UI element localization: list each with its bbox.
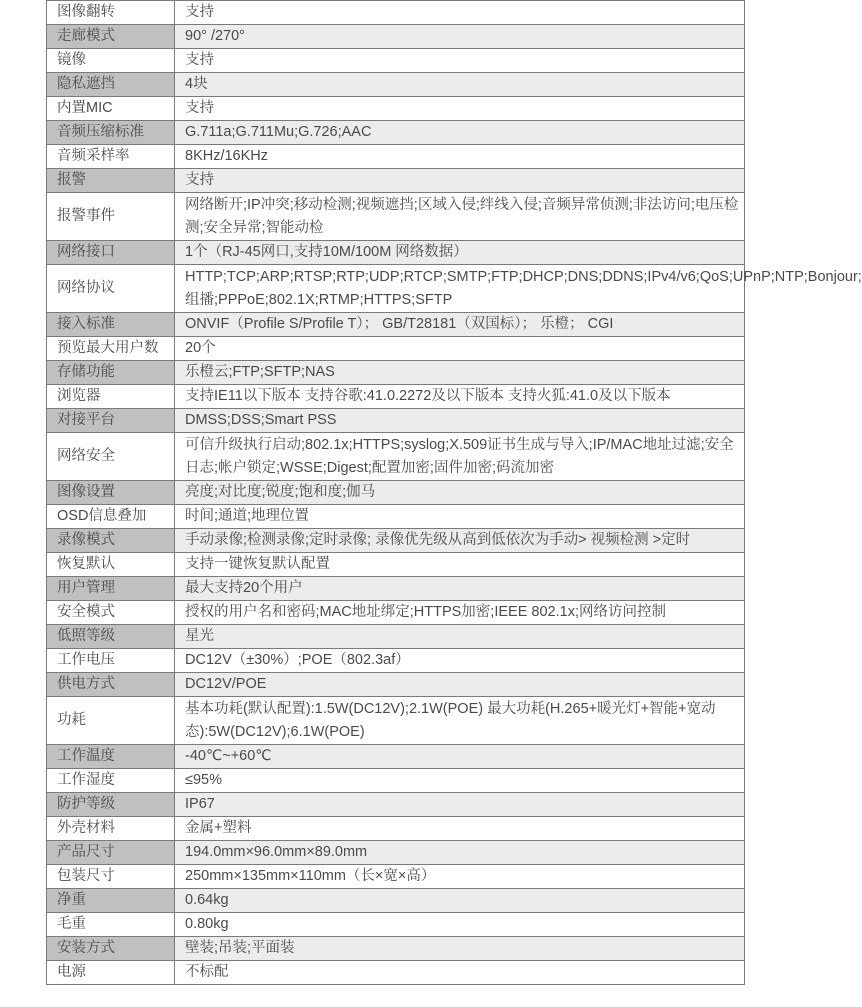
spec-value: 最大支持20个用户 bbox=[175, 577, 745, 601]
spec-value: 时间;通道;地理位置 bbox=[175, 505, 745, 529]
spec-row bbox=[47, 385, 745, 409]
spec-value: 网络断开;IP冲突;移动检测;视频遮挡;区域入侵;绊线入侵;音频异常侦测;非法访问;电压检测;安全异常;智能动检 bbox=[175, 193, 745, 241]
spec-row bbox=[47, 481, 745, 505]
spec-label: 供电方式 bbox=[47, 673, 175, 697]
spec-value: 支持IE11以下版本 支持谷歌:41.0.2272及以下版本 支持火狐:41.0及以下版本 bbox=[175, 385, 745, 409]
spec-label: 报警事件 bbox=[47, 193, 175, 241]
spec-label: 工作电压 bbox=[47, 649, 175, 673]
spec-label: 内置MIC bbox=[47, 97, 175, 121]
spec-row bbox=[47, 865, 745, 889]
spec-value: 亮度;对比度;锐度;饱和度;伽马 bbox=[175, 481, 745, 505]
spec-label: 安装方式 bbox=[47, 937, 175, 961]
spec-label: 毛重 bbox=[47, 913, 175, 937]
spec-row bbox=[47, 529, 745, 553]
spec-label: 安全模式 bbox=[47, 601, 175, 625]
spec-row bbox=[47, 337, 745, 361]
spec-row bbox=[47, 25, 745, 49]
spec-label: 低照等级 bbox=[47, 625, 175, 649]
spec-row bbox=[47, 145, 745, 169]
spec-value: 250mm×135mm×110mm（长×宽×高） bbox=[175, 865, 745, 889]
spec-row bbox=[47, 313, 745, 337]
spec-row bbox=[47, 433, 745, 481]
spec-row bbox=[47, 673, 745, 697]
spec-value: 支持 bbox=[175, 169, 745, 193]
spec-row bbox=[47, 817, 745, 841]
spec-row bbox=[47, 841, 745, 865]
spec-label: 用户管理 bbox=[47, 577, 175, 601]
spec-value: G.711a;G.711Mu;G.726;AAC bbox=[175, 121, 745, 145]
spec-label: 报警 bbox=[47, 169, 175, 193]
spec-row bbox=[47, 961, 745, 985]
spec-value: DC12V（±30%）;POE（802.3af） bbox=[175, 649, 745, 673]
spec-label: 浏览器 bbox=[47, 385, 175, 409]
spec-label: 录像模式 bbox=[47, 529, 175, 553]
spec-value: 基本功耗(默认配置):1.5W(DC12V);2.1W(POE) 最大功耗(H.265+暖光灯+智能+宽动态):5W(DC12V);6.1W(POE) bbox=[175, 697, 745, 745]
spec-label: 音频采样率 bbox=[47, 145, 175, 169]
spec-value: 乐橙云;FTP;SFTP;NAS bbox=[175, 361, 745, 385]
spec-label: 恢复默认 bbox=[47, 553, 175, 577]
spec-value: HTTP;TCP;ARP;RTSP;RTP;UDP;RTCP;SMTP;FTP;DHCP;DNS;DDNS;IPv4/v6;QoS;UPnP;NTP;Bonjour;组播;PPPoE;802.1X;RTMP;HTTPS;SFTP bbox=[175, 265, 745, 313]
spec-value: 不标配 bbox=[175, 961, 745, 985]
spec-table bbox=[46, 0, 862, 985]
spec-row bbox=[47, 121, 745, 145]
spec-row bbox=[47, 97, 745, 121]
spec-row bbox=[47, 625, 745, 649]
spec-value: 194.0mm×96.0mm×89.0mm bbox=[175, 841, 745, 865]
spec-row bbox=[47, 409, 745, 433]
spec-value: 20个 bbox=[175, 337, 745, 361]
spec-label: 图像翻转 bbox=[47, 1, 175, 25]
spec-value: ONVIF（Profile S/Profile T）； GB/T28181（双国标）； 乐橙； CGI bbox=[175, 313, 745, 337]
spec-label: 图像设置 bbox=[47, 481, 175, 505]
spec-value: DMSS;DSS;Smart PSS bbox=[175, 409, 745, 433]
spec-label: 功耗 bbox=[47, 697, 175, 745]
spec-table-body bbox=[47, 1, 862, 985]
spec-value: IP67 bbox=[175, 793, 745, 817]
spec-row bbox=[47, 937, 745, 961]
spec-label: 包装尺寸 bbox=[47, 865, 175, 889]
spec-label: 走廊模式 bbox=[47, 25, 175, 49]
spec-label: 防护等级 bbox=[47, 793, 175, 817]
spec-row bbox=[47, 889, 745, 913]
spec-label: 产品尺寸 bbox=[47, 841, 175, 865]
spec-value: 支持 bbox=[175, 1, 745, 25]
spec-row bbox=[47, 73, 745, 97]
spec-label: 隐私遮挡 bbox=[47, 73, 175, 97]
spec-row bbox=[47, 169, 745, 193]
spec-label: 外壳材料 bbox=[47, 817, 175, 841]
spec-row bbox=[47, 697, 745, 745]
spec-label: 接入标准 bbox=[47, 313, 175, 337]
spec-label: 工作湿度 bbox=[47, 769, 175, 793]
spec-row bbox=[47, 553, 745, 577]
spec-row bbox=[47, 913, 745, 937]
spec-label: 网络协议 bbox=[47, 265, 175, 313]
spec-value: 90° /270° bbox=[175, 25, 745, 49]
spec-value: 可信升级执行启动;802.1x;HTTPS;syslog;X.509证书生成与导入;IP/MAC地址过滤;安全日志;帐户锁定;WSSE;Digest;配置加密;固件加密;码流加密 bbox=[175, 433, 745, 481]
spec-value: 支持 bbox=[175, 97, 745, 121]
spec-label: 网络安全 bbox=[47, 433, 175, 481]
spec-value: 金属+塑料 bbox=[175, 817, 745, 841]
spec-row bbox=[47, 649, 745, 673]
spec-value: 8KHz/16KHz bbox=[175, 145, 745, 169]
spec-label: 对接平台 bbox=[47, 409, 175, 433]
spec-row bbox=[47, 193, 745, 241]
spec-value: -40℃~+60℃ bbox=[175, 745, 745, 769]
spec-value: 1个（RJ-45网口,支持10M/100M 网络数据） bbox=[175, 241, 745, 265]
spec-row bbox=[47, 505, 745, 529]
spec-value: 手动录像;检测录像;定时录像; 录像优先级从高到低依次为手动> 视频检测 >定时 bbox=[175, 529, 745, 553]
spec-value: 0.64kg bbox=[175, 889, 745, 913]
spec-value: 4块 bbox=[175, 73, 745, 97]
spec-value: 授权的用户名和密码;MAC地址绑定;HTTPS加密;IEEE 802.1x;网络访问控制 bbox=[175, 601, 745, 625]
spec-value: 0.80kg bbox=[175, 913, 745, 937]
spec-row bbox=[47, 745, 745, 769]
spec-label: 存储功能 bbox=[47, 361, 175, 385]
spec-row bbox=[47, 577, 745, 601]
spec-row bbox=[47, 793, 745, 817]
spec-label: 电源 bbox=[47, 961, 175, 985]
spec-label: OSD信息叠加 bbox=[47, 505, 175, 529]
spec-value: 支持 bbox=[175, 49, 745, 73]
spec-value: 支持一键恢复默认配置 bbox=[175, 553, 745, 577]
spec-label: 工作温度 bbox=[47, 745, 175, 769]
spec-value: 壁装;吊装;平面装 bbox=[175, 937, 745, 961]
spec-value: ≤95% bbox=[175, 769, 745, 793]
spec-row bbox=[47, 769, 745, 793]
spec-row bbox=[47, 265, 745, 313]
spec-label: 预览最大用户数 bbox=[47, 337, 175, 361]
spec-label: 镜像 bbox=[47, 49, 175, 73]
spec-label: 音频压缩标准 bbox=[47, 121, 175, 145]
spec-row bbox=[47, 361, 745, 385]
spec-label: 网络接口 bbox=[47, 241, 175, 265]
spec-value: DC12V/POE bbox=[175, 673, 745, 697]
spec-label: 净重 bbox=[47, 889, 175, 913]
spec-value: 星光 bbox=[175, 625, 745, 649]
spec-row bbox=[47, 601, 745, 625]
spec-row bbox=[47, 49, 745, 73]
spec-row bbox=[47, 241, 745, 265]
spec-row bbox=[47, 1, 745, 25]
